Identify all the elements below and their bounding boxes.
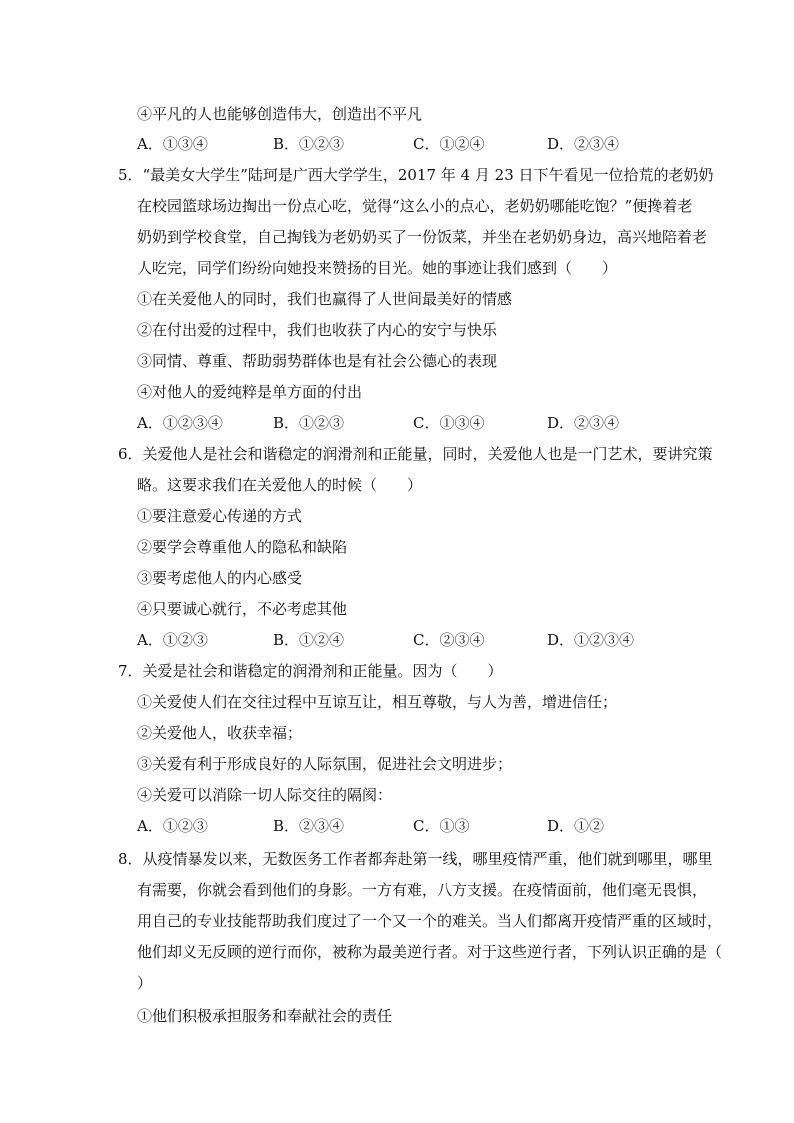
q6-item-3: ③要考虑他人的内心感受 [137,569,303,587]
q6-stem-line-1: 6．关爱他人是社会和谐稳定的润滑剂和正能量，同时，关爱他人也是一门艺术，要讲究策 [118,445,713,463]
q8-stem-line-1: 8．从疫情暴发以来，无数医务工作者都奔赴第一线，哪里疫情严重，他们就到哪里，哪里 [118,850,713,868]
q5-stem-line-1: 5．“最美女大学生”陆珂是广西大学学生，2017 年 4 月 23 日下午看见一位拾荒的老奶奶 [118,166,714,184]
q4-option-a: A．①③④ [137,135,208,153]
q8-stem-line-3: 用自己的专业技能帮助我们度过了一个又一个的难关。当人们都离开疫情严重的区域时， [137,912,723,930]
q5-option-a: A．①②③④ [137,414,223,432]
q7-item-3: ③关爱有利于形成良好的人际氛围，促进社会文明进步； [137,755,513,773]
q7-item-1: ①关爱使人们在交往过程中互谅互让，相互尊敬，与人为善，增进信任； [137,693,618,711]
q7-item-2: ②关爱他人，收获幸福； [137,724,303,742]
q7-option-d: D．①② [547,817,605,835]
q5-option-d: D．②③④ [547,414,620,432]
q6-item-2: ②要学会尊重他人的隐私和缺陷 [137,538,348,556]
q5-stem-line-2: 在校园篮球场边掏出一份点心吃，觉得“这么小的点心，老奶奶哪能吃饱？”便搀着老 [137,197,693,215]
q7-option-b: B．②③④ [273,817,345,835]
q8-stem-line-5: ） [137,974,153,992]
q6-option-d: D．①②③④ [547,631,635,649]
q4-option-b: B．①②③ [273,135,345,153]
q6-item-1: ①要注意爱心传递的方式 [137,507,303,525]
q5-option-c: C．①③④ [413,414,485,432]
q8-stem-line-2: 有需要，你就会看到他们的身影。一方有难，八方支援。在疫情面前，他们毫无畏惧， [137,881,708,899]
q6-item-4: ④只要诚心就行，不必考虑其他 [137,600,348,618]
q7-option-c: C．①③ [413,817,470,835]
q5-item-1: ①在关爱他人的同时，我们也赢得了人世间最美好的情感 [137,290,513,308]
q5-option-b: B．①②③ [273,414,345,432]
q7-option-a: A．①②③ [137,817,208,835]
q4-item-4: ④平凡的人也能够创造伟大，创造出不平凡 [137,105,423,123]
q8-stem-line-4: 他们却义无反顾的逆行而你，被称为最美逆行者。对于这些逆行者，下列认识正确的是（ [137,943,723,961]
q5-stem-line-3: 奶奶到学校食堂，自己掏钱为老奶奶买了一份饭菜，并坐在老奶奶身边，高兴地陪着老 [137,228,708,246]
q8-item-1: ①他们积极承担服务和奉献社会的责任 [137,1007,393,1025]
q6-option-b: B．①②④ [273,631,345,649]
q7-stem-line-1: 7．关爱是社会和谐稳定的润滑剂和正能量。因为（ ） [118,662,503,680]
q5-stem-line-4: 人吃完，同学们纷纷向她投来赞扬的目光。她的事迹让我们感到（ ） [137,259,618,277]
q6-option-a: A．①②③ [137,631,208,649]
q6-stem-line-2: 略。这要求我们在关爱他人的时候（ ） [137,476,423,494]
q5-item-2: ②在付出爱的过程中，我们也收获了内心的安宁与快乐 [137,321,498,339]
q7-item-4: ④关爱可以消除一切人际交往的隔阂： [137,786,393,804]
q4-option-d: D．②③④ [547,135,620,153]
q5-item-4: ④对他人的爱纯粹是单方面的付出 [137,383,363,401]
q4-option-c: C．①②④ [413,135,485,153]
q5-item-3: ③同情、尊重、帮助弱势群体也是有社会公德心的表现 [137,352,498,370]
q6-option-c: C．②③④ [413,631,485,649]
